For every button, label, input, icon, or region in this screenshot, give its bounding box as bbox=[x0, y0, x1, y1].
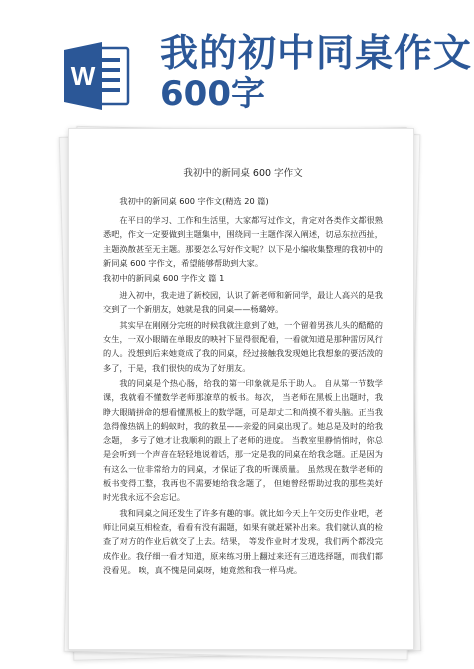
intro-paragraph: 在平日的学习、工作和生活里，大家都写过作文，肯定对各类作文都很熟悉吧，作文一定要做到主题集中，围绕同一主题作深入阐述，切忌东拉西扯，主题涣散甚至无主题。那要怎么写好作文呢？以下是小编收集整理的我初中的新同桌 600 字作文，希望能够帮助到大家。 bbox=[103, 215, 383, 268]
page-title-line1: 我的初中同桌作文 bbox=[160, 31, 473, 75]
word-document-icon bbox=[62, 40, 130, 112]
document-title: 我初中的新同桌 600 字作文 bbox=[183, 168, 303, 179]
body-paragraph-4: 我和同桌之间还发生了许多有趣的事。就比如今天上午交历史作业吧，老师让同桌互相检查，看看有没有漏题，如果有就赶紧补出来。我们就认真的检查了对方的作业后就交了上去。结果， 等发作业时才发现，我们两个都没完成作业。我仔细一看才知道，原来练习册上翻过来还有三道选择题，而我们都没看见。 唉，真不愧是同桌呀，她竟然和我一样马虎。 bbox=[103, 507, 383, 575]
document-page bbox=[68, 128, 414, 650]
body-paragraph-2: 其实早在刚刚分完班的时候我就注意到了她，一个留着男孩儿头的酷酷的女生，一双小眼睛在单眼皮的映衬下显得很配看，一看就知道是那种雷厉风行的人。没想到后来她竟成了我的同桌，经过接触我发现她比我想象的要活泼的多了，于是，我们很快的成为了好朋友。 bbox=[103, 319, 383, 373]
word-icon-letter: W bbox=[70, 61, 96, 91]
document-content bbox=[103, 165, 383, 578]
document-subtitle: 我初中的新同桌 600 字作文(精选 20 篇) bbox=[119, 196, 269, 206]
page-title-line2: 600字 bbox=[160, 74, 265, 114]
body-paragraph-1: 进入初中，我走进了新校园，认识了新老师和新同学，最让人高兴的是我交到了一个新朋友，她就是我的同桌——杨璐婷。 bbox=[103, 290, 383, 315]
body-paragraph-3: 我的同桌是个热心肠，给我的第一印象就是乐于助人。 自从第一节数学课，我就看不懂数学老师那潦草的板书。每次， 当老师在黑板上出题时，我睁大眼睛拼命的想看懂黑板上的数学题，可是却丈二和尚摸不着头脑。正当我急得像热锅上的蚂蚁时，我的救星——亲爱的同桌出现了。她总是及时的给我念题， 多亏了她才让我顺利的跟上了老师的进度。 当教室里静悄悄时，你总是会听到一个声音在轻轻地说着话，那一定是我的同桌在给我念题。正是因为有这么一位非常给力的同桌，才保证了我的听课质量。 虽然现在数学老师的板书变得工整，我再也不需要她给我念题了， 但她曾经帮助过我的那些美好时光我永远不会忘记。 bbox=[103, 377, 383, 503]
header bbox=[0, 0, 474, 120]
section-heading: 我初中的新同桌 600 字作文 篇 1 bbox=[103, 273, 225, 284]
